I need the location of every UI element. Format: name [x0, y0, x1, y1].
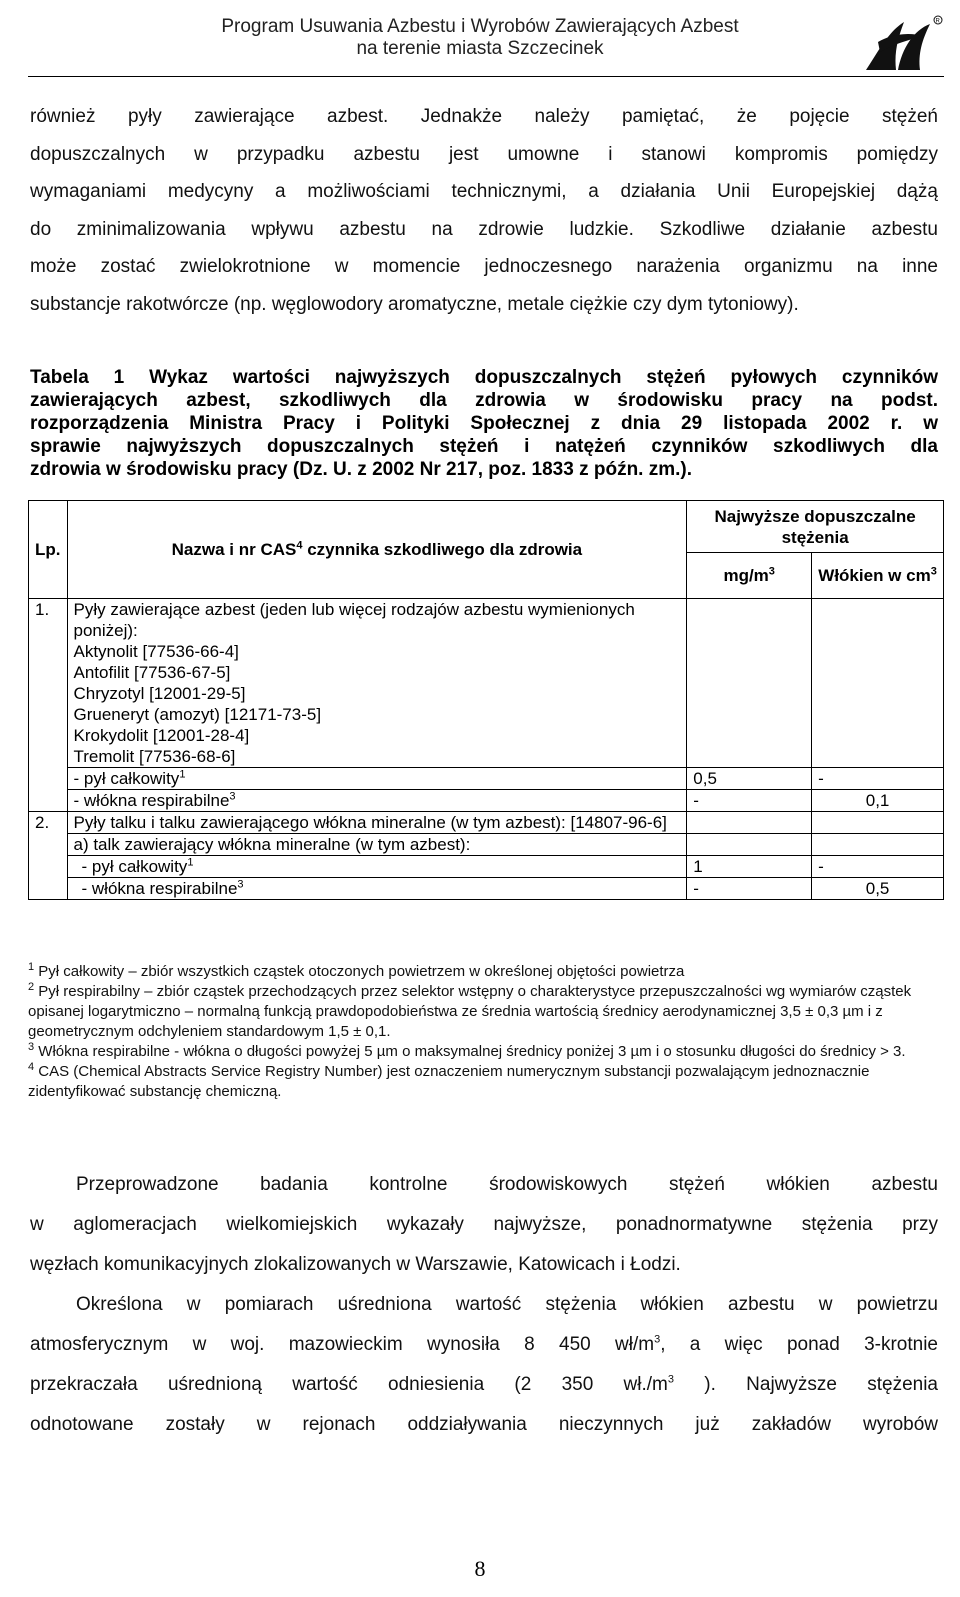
body-line: atmosferycznym w woj. mazowieckim wynosiła 8 450 $wł/m^3$, a więc ponad 3-krotnie: [30, 1333, 938, 1355]
intro-line: do zminimalizowania wpływu azbestu na zdrowie ludzkie. Szkodliwe działanie azbestu: [30, 218, 938, 240]
row2-fibres-mg: -: [687, 878, 812, 900]
header-title-line2: na terenie miasta Szczecinek: [356, 38, 604, 59]
table-row: [29, 878, 944, 900]
header-fibres: Włókien w $cm^3$: [812, 553, 944, 599]
header-lp: Lp.: [29, 501, 68, 599]
mineral-item: Krokydolit [12001-28-4]: [73, 726, 250, 745]
body-line: węzłach komunikacyjnych zlokalizowanych w Warszawie, Katowicach i Łodzi.: [30, 1254, 681, 1275]
footnote-1: $^1$ Pył całkowity – zbiór wszystkich cząstek otoczonych powietrzem w określonej objętości powietrza: [28, 961, 685, 980]
header-name: Nazwa i nr CAS$^4$ czynnika szkodliwego dla zdrowia: [67, 501, 687, 599]
body-line: odnotowane zostały w rejonach oddziaływania nieczynnych już zakładów wyrobów: [30, 1414, 938, 1435]
header-mg: $mg/m^3$: [687, 553, 812, 599]
header-title: [0, 16, 960, 60]
page-header: [0, 12, 960, 72]
footnote-3: $^3$ Włókna respirabilne - włókna o długości powyżej 5 µm o maksymalnej średnicy poniżej 3 µm i o stosunku długości do średnicy > 3.: [28, 1041, 906, 1060]
table-row: [29, 834, 944, 856]
intro-line: wymaganiami medycyny a możliwościami technicznymi, a działania Unii Europejskiej dążą: [30, 181, 938, 202]
header-max-concentrations: Najwyższe dopuszczalne stężenia: [687, 501, 944, 553]
row1-fibres-mg: -: [687, 790, 812, 812]
row1-fibres-fib: 0,1: [812, 790, 944, 812]
body-line: Określona w pomiarach uśredniona wartość stężenia włókien azbestu w powietrzu: [76, 1294, 938, 1315]
table-row: [29, 599, 944, 768]
svg-text:R: R: [935, 18, 940, 25]
mineral-item: Chryzotyl [12001-29-5]: [73, 684, 246, 703]
row2-dust-mg: 1: [687, 856, 812, 878]
table-row: [29, 812, 944, 834]
footnote-4: $^4$ CAS (Chemical Abstracts Service Registry Number) jest oznaczeniem numerycznym substancji pozwalającym jednoznacznie zidentyfikować substancję chemiczną.: [28, 1061, 870, 1100]
body-line: przekraczała uśrednioną wartość odniesienia (2 350 $wł./m^3$ ). Najwyższe stężenia: [30, 1373, 938, 1395]
caption-line: Tabela 1 Wykaz wartości najwyższych dopuszczalnych stężeń pyłowych czynników: [30, 367, 938, 388]
row1-dust-fib: -: [812, 768, 944, 790]
intro-line: dopuszczalnych w przypadku azbestu jest umowne i stanowi kompromis pomiędzy: [30, 143, 938, 165]
body-line: w aglomeracjach wielkomiejskich wykazały najwyższe, ponadnormatywne stężenia przy: [30, 1214, 938, 1235]
row2-dust-fib: -: [812, 856, 944, 878]
body-paragraphs: [30, 1165, 938, 1445]
table-row: [29, 768, 944, 790]
caption-line: rozporządzenia Ministra Pracy i Polityki Społecznej z dnia 29 listopada 2002 r. w: [30, 413, 938, 434]
mineral-item: Aktynolit [77536-66-4]: [73, 642, 239, 661]
row2-name: Pyły talku i talku zawierającego włókna mineralne (w tym azbest): [14807-96-6]: [67, 812, 687, 834]
program-logo-icon: [858, 12, 948, 76]
row1-fibres: - włókna respirabilne$^3$: [67, 790, 687, 812]
row1-name-text: Pyły zawierające azbest (jeden lub więcej rodzajów azbestu wymienionych poniżej):: [73, 600, 635, 640]
mineral-item: Grueneryt (amozyt) [12171-73-5]: [73, 705, 322, 724]
row2-dust: - pył całkowity$^1$: [67, 856, 687, 878]
table-row: [29, 856, 944, 878]
table-row: [29, 790, 944, 812]
intro-line: substancje rakotwórcze (np. węglowodory aromatyczne, metale ciężkie czy dym tytoniowy).: [30, 293, 799, 315]
mineral-item: Antofilit [77536-67-5]: [73, 663, 231, 682]
body-line: Przeprowadzone badania kontrolne środowiskowych stężeń włókien azbestu: [76, 1174, 938, 1195]
caption-line: sprawie najwyższych dopuszczalnych stężeń i natężeń czynników szkodliwych dla: [30, 436, 938, 457]
row2-sub: a) talk zawierający włókna mineralne (w tym azbest):: [67, 834, 687, 856]
caption-line: zawierających azbest, szkodliwych dla zdrowia w środowisku pracy na podst.: [30, 390, 938, 411]
row2-lp: 2.: [29, 812, 68, 834]
row1-dust: - pył całkowity$^1$: [67, 768, 687, 790]
row1-name: [67, 599, 687, 768]
row2-fibres: - włókna respirabilne$^3$: [67, 878, 687, 900]
header-rule: [28, 76, 944, 77]
intro-line: może zostać zwielokrotnione w momencie jednoczesnego narażenia organizmu na inne: [30, 256, 938, 277]
header-title-line1: Program Usuwania Azbestu i Wyrobów Zawierających Azbest: [221, 16, 739, 37]
intro-line: również pyły zawierające azbest. Jednakże należy pamiętać, że pojęcie stężeń: [30, 106, 938, 127]
row2-fibres-fib: 0,5: [812, 878, 944, 900]
row1-dust-mg: 0,5: [687, 768, 812, 790]
row1-lp: 1.: [29, 599, 68, 768]
intro-paragraph: [30, 98, 938, 323]
caption-line: zdrowia w środowisku pracy (Dz. U. z 2002 Nr 217, poz. 1833 z późn. zm.).: [30, 459, 693, 480]
limits-table: [28, 500, 944, 900]
mineral-item: Tremolit [77536-68-6]: [73, 747, 236, 766]
footnotes: [28, 962, 944, 1102]
table-caption: [30, 366, 938, 481]
footnote-2: $^2$ Pył respirabilny – zbiór cząstek przechodzących przez selektor wstępny o charakterystyce przepuszczalności wg wymiarów cząstek opisanej logarytmiczno – normalną funkcją prawdopodobieństwa ze średnia wartością średnicy aerodynamicznej 3,5 ± 0,3 µm i z geometrycznym odchyleniem standardowym 1,5 ± 0,1.: [28, 981, 912, 1040]
page-number: 8: [474, 1556, 486, 1581]
